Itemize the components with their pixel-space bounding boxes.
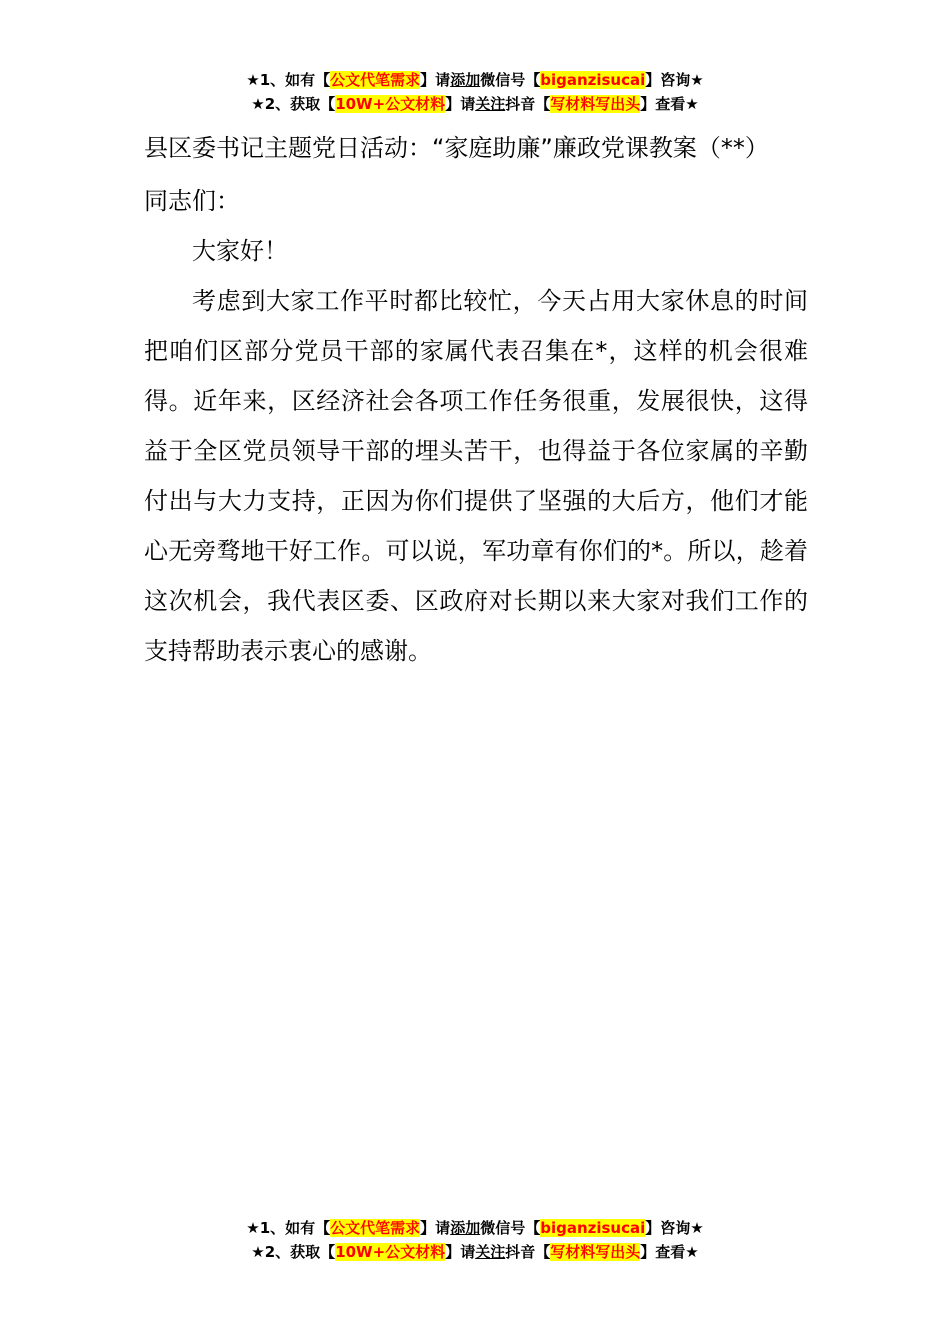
promo-line-1-suffix: 】咨询★	[645, 1219, 704, 1237]
promo-line-1-underline: 添加	[450, 1219, 481, 1237]
paragraph-body: 考虑到大家工作平时都比较忙，今天占用大家休息的时间把咱们区部分党员干部的家属代表召集在*，这样的机会很难得。近年来，区经济社会各项工作任务很重，发展很快，这得益于全区党员领导干部的埋头苦干，也得益于各位家属的辛勤付出与大力支持，正因为你们提供了坚强的大后方，他们才能心无旁骛地干好工作。可以说，军功章有你们的*。所以，趁着这次机会，我代表区委、区政府对长期以来大家对我们工作的支持帮助表示衷心的感谢。	[144, 287, 808, 665]
promo-line-2-underline: 关注	[475, 95, 506, 113]
promo-line-1	[0, 1216, 950, 1240]
document-title: 县区委书记主题党日活动：“家庭助廉”廉政党课教案（**）	[144, 134, 769, 162]
promo-line-1-highlight-service: 公文代笔需求	[330, 1219, 421, 1237]
promo-line-1-middle-2: 微信号【	[480, 71, 541, 89]
promo-banner-bottom	[0, 1216, 950, 1264]
promo-line-2-highlight-materials: 10W+公文材料	[335, 1243, 446, 1261]
promo-line-1-middle-2: 微信号【	[480, 1219, 541, 1237]
promo-line-2-suffix: 】查看★	[640, 1243, 699, 1261]
promo-line-2	[0, 92, 950, 116]
document-body	[144, 126, 808, 676]
promo-line-1-middle: 】请	[420, 1219, 451, 1237]
promo-line-2-middle: 】请	[445, 1243, 476, 1261]
promo-line-2-highlight-douyin: 写材料写出头	[550, 1243, 641, 1261]
promo-line-1-underline: 添加	[450, 71, 481, 89]
promo-line-2-middle: 】请	[445, 95, 476, 113]
promo-line-1-middle: 】请	[420, 71, 451, 89]
promo-line-2-prefix: ★2、获取【	[251, 1243, 336, 1261]
promo-line-2-underline: 关注	[475, 1243, 506, 1261]
promo-line-2-suffix: 】查看★	[640, 95, 699, 113]
promo-line-2-middle-2: 抖音【	[505, 95, 551, 113]
salutation: 同志们：	[144, 187, 240, 215]
promo-line-2	[0, 1240, 950, 1264]
promo-line-1-suffix: 】咨询★	[645, 71, 704, 89]
promo-line-1-highlight-service: 公文代笔需求	[330, 71, 421, 89]
paragraph-greeting: 大家好！	[192, 237, 288, 265]
promo-line-1-highlight-wechat: biganzisucai	[540, 1219, 646, 1237]
promo-line-2-middle-2: 抖音【	[505, 1243, 551, 1261]
promo-line-2-highlight-materials: 10W+公文材料	[335, 95, 446, 113]
promo-line-2-prefix: ★2、获取【	[251, 95, 336, 113]
promo-line-1-highlight-wechat: biganzisucai	[540, 71, 646, 89]
promo-line-1	[0, 68, 950, 92]
promo-banner-top	[0, 68, 950, 116]
promo-line-1-prefix: ★1、如有【	[246, 1219, 331, 1237]
promo-line-2-highlight-douyin: 写材料写出头	[550, 95, 641, 113]
promo-line-1-prefix: ★1、如有【	[246, 71, 331, 89]
